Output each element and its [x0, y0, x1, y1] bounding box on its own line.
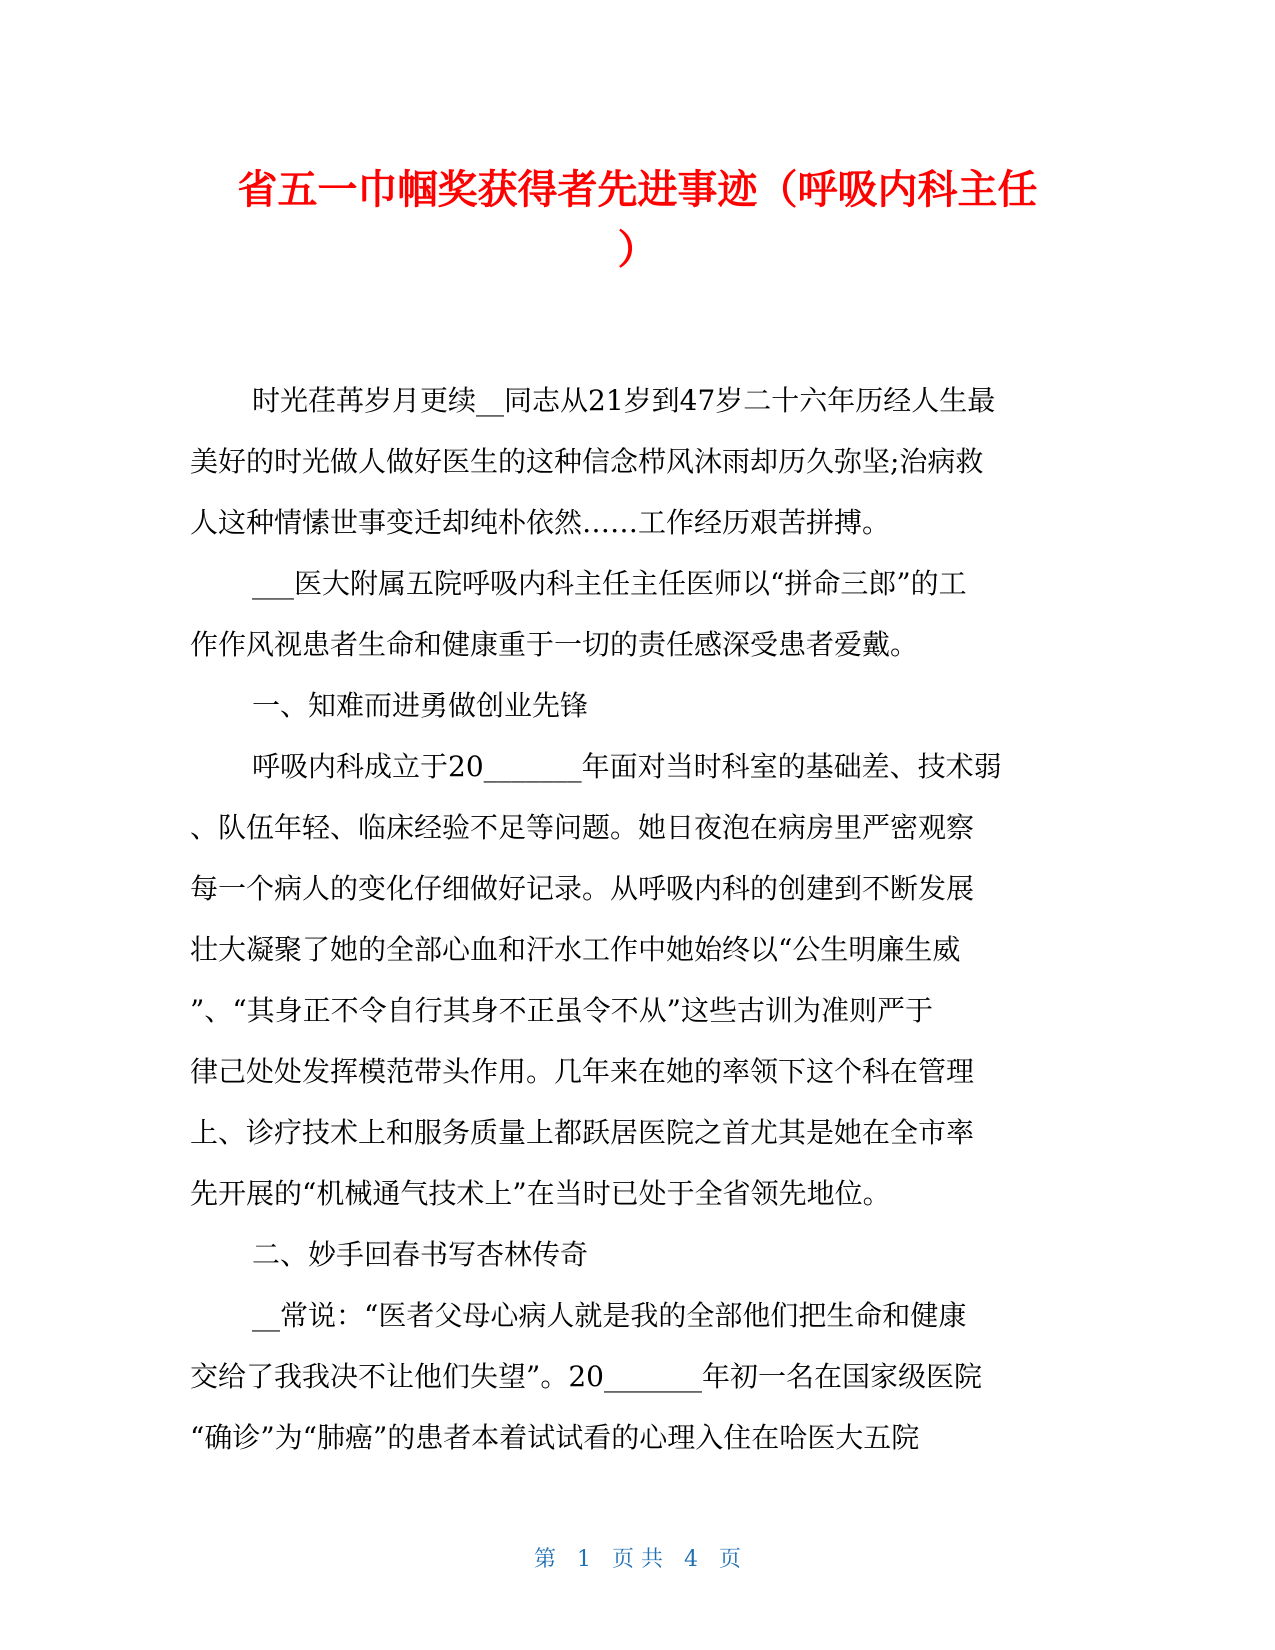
body-line: __常说：“医者父母心病人就是我的全部他们把生命和健康: [252, 1299, 967, 1332]
document-body: [190, 370, 1080, 1468]
body-line: 作作风视患者生命和健康重于一切的责任感深受患者爱戴。: [190, 628, 919, 661]
page-label-prefix: 第: [533, 1547, 556, 1572]
body-line: 时光荏苒岁月更续__同志从21岁到47岁二十六年历经人生最: [252, 384, 996, 417]
body-line: 一、知难而进勇做创业先锋: [252, 689, 589, 722]
body-line: 呼吸内科成立于20_______年面对当时科室的基础差、技术弱: [252, 750, 1002, 783]
body-line: 每一个病人的变化仔细做好记录。从呼吸内科的创建到不断发展: [190, 872, 975, 905]
body-line: 律己处处发挥模范带头作用。几年来在她的率领下这个科在管理: [190, 1055, 975, 1088]
document-title: [180, 160, 1095, 280]
body-line: 上、诊疗技术上和服务质量上都跃居医院之首尤其是她在全市率: [190, 1116, 975, 1149]
page-label-suffix: 页: [719, 1547, 742, 1572]
current-page-number: 1: [577, 1547, 591, 1572]
body-line: 二、妙手回春书写杏林传奇: [252, 1238, 589, 1271]
body-line: 先开展的“机械通气技术上”在当时已处于全省领先地位。: [190, 1177, 891, 1210]
total-pages-number: 4: [684, 1547, 698, 1572]
body-line: 美好的时光做人做好医生的这种信念栉风沐雨却历久弥坚;治病救: [190, 445, 984, 478]
body-line: 、队伍年轻、临床经验不足等问题。她日夜泡在病房里严密观察: [190, 811, 975, 844]
body-line: 壮大凝聚了她的全部心血和汗水工作中她始终以“公生明廉生威: [190, 933, 961, 966]
body-line: 交给了我我决不让他们失望”。20_______年初一名在国家级医院: [190, 1360, 982, 1393]
body-line: ___医大附属五院呼吸内科主任主任医师以“拼命三郎”的工: [252, 567, 967, 600]
body-line: 人这种情愫世事变迁却纯朴依然……工作经历艰苦拼搏。: [190, 506, 891, 539]
title-line: ）: [617, 227, 658, 273]
body-line: ”、“其身正不令自行其身不正虽令不从”这些古训为准则严于: [190, 994, 933, 1027]
page-footer: [0, 1545, 1275, 1575]
page-label-mid: 页 共: [612, 1547, 663, 1572]
body-line: “确诊”为“肺癌”的患者本着试试看的心理入住在哈医大五院: [190, 1421, 920, 1454]
title-line: 省五一巾帼奖获得者先进事迹（呼吸内科主任: [237, 167, 1038, 213]
